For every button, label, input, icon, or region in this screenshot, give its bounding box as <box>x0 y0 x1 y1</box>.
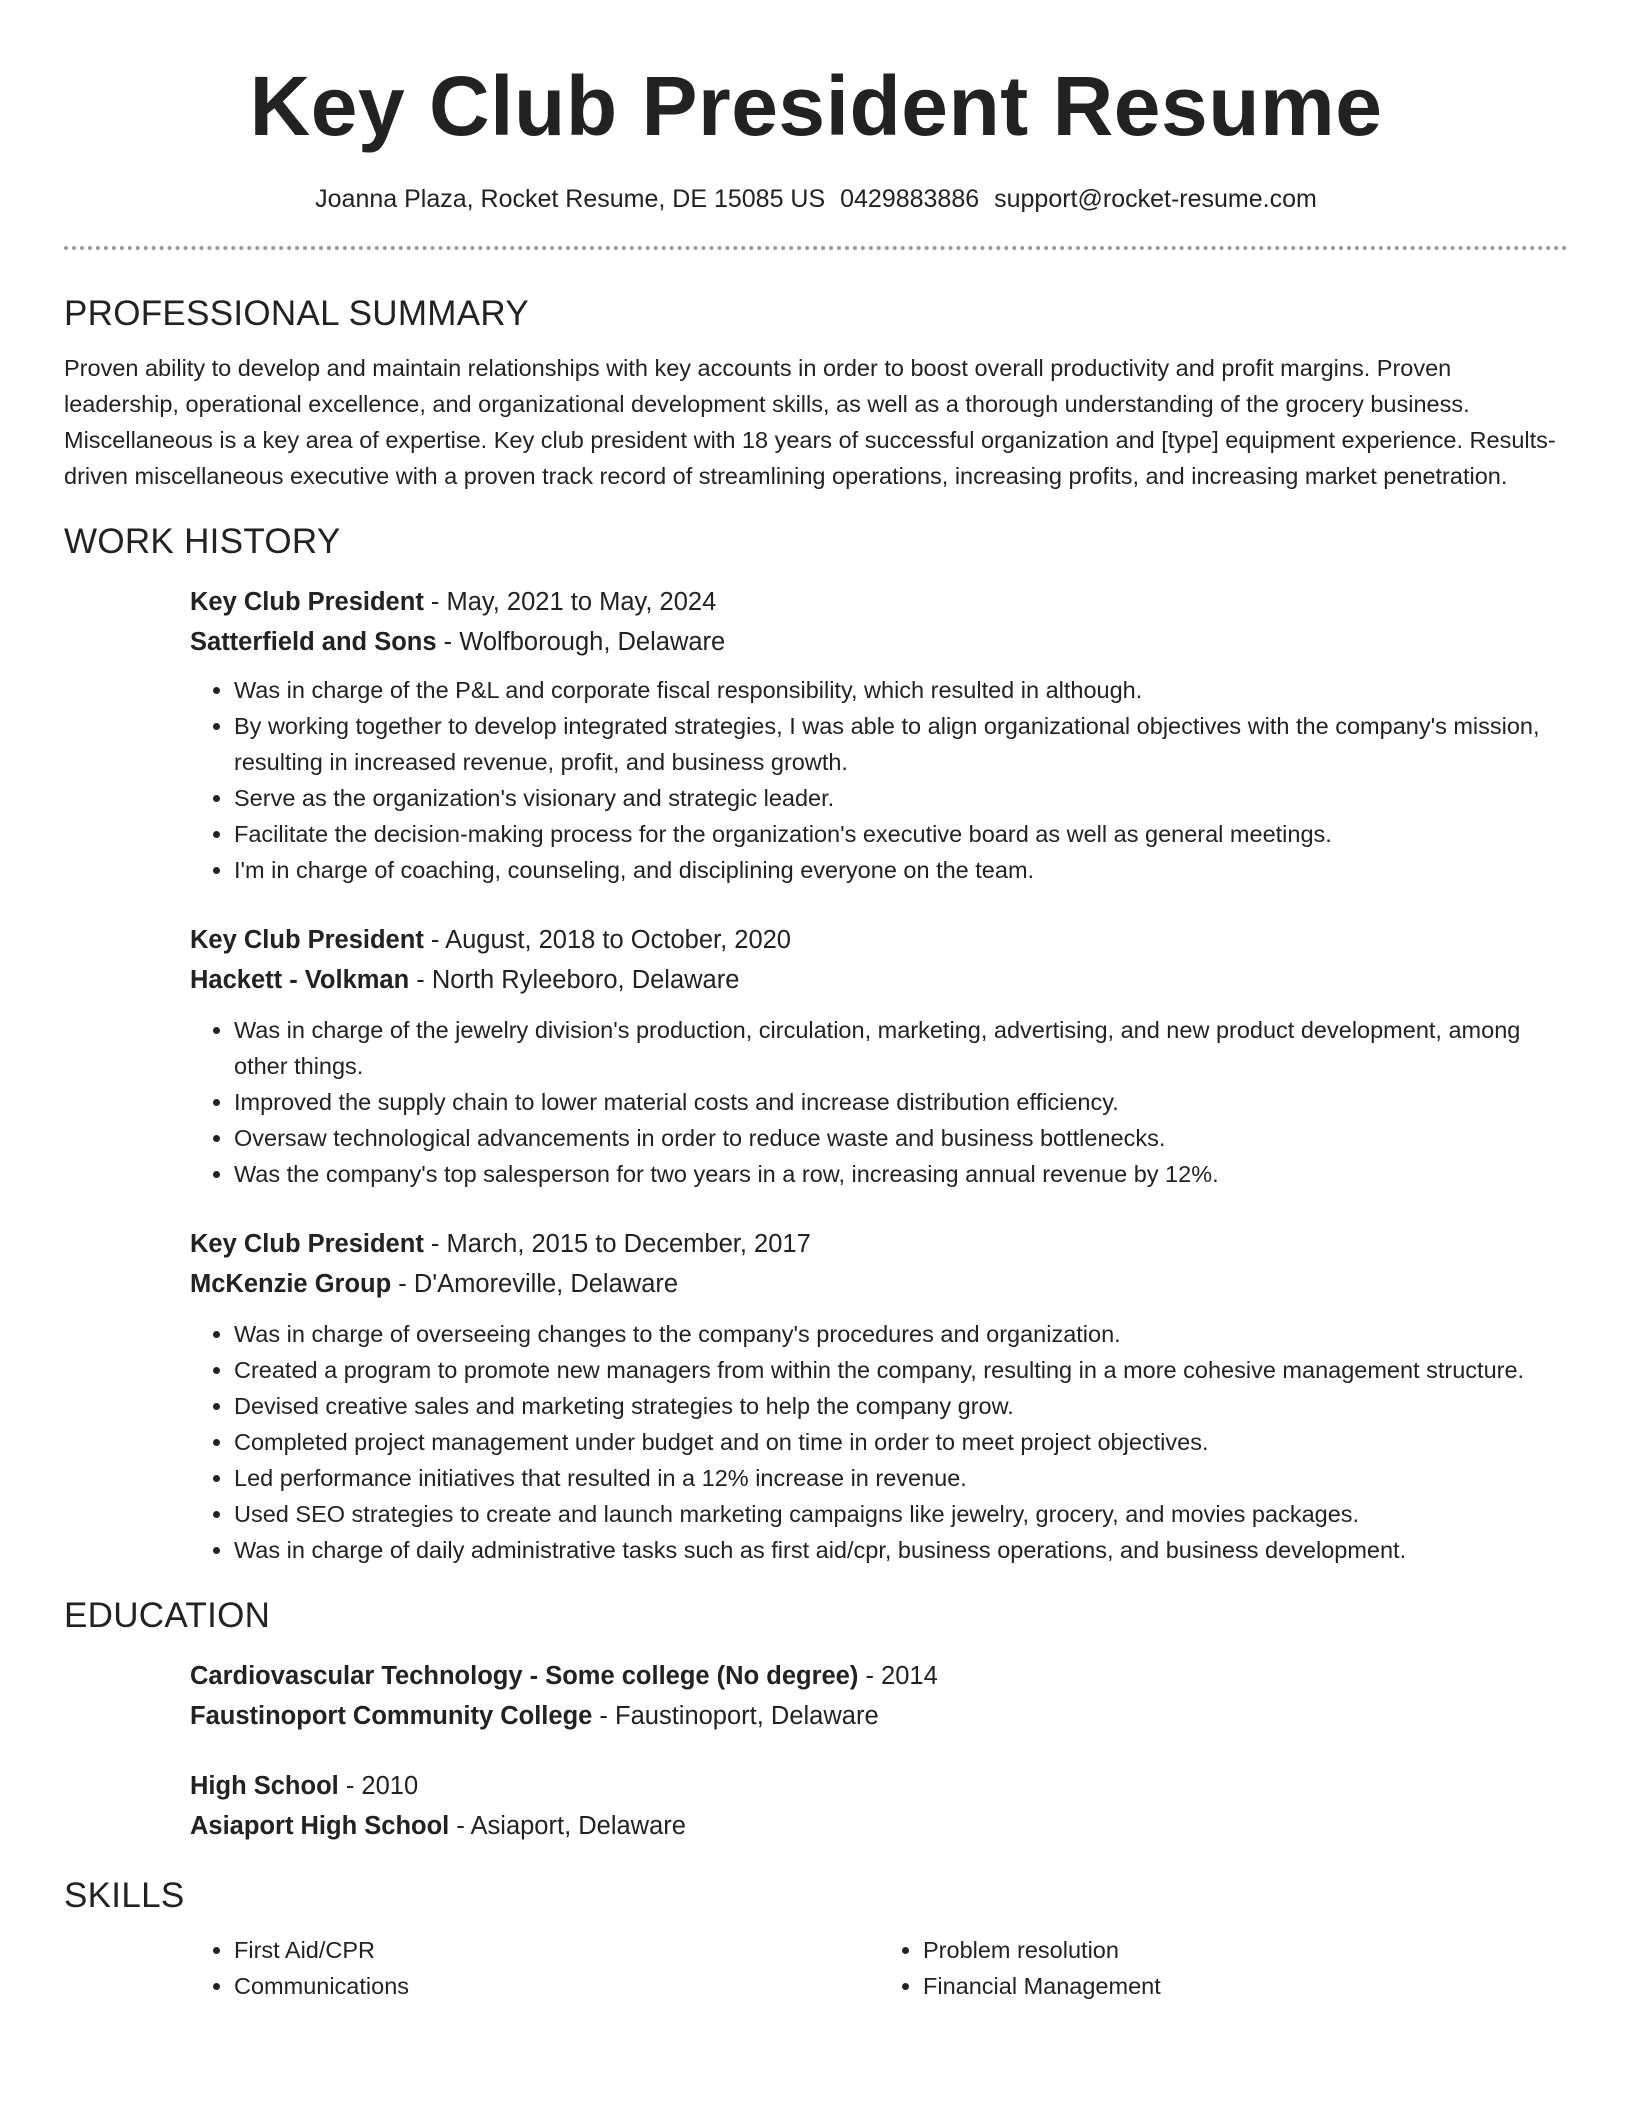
job-bullets <box>190 1012 1568 1192</box>
job-company: Hackett - Volkman <box>190 966 410 994</box>
education-year: - 2010 <box>338 1772 419 1800</box>
list-item: • Used SEO strategies to create and launch marketing campaigns like jewelry, grocery, and movies packages. <box>234 1496 1568 1532</box>
list-item: • Devised creative sales and marketing strategies to help the company grow. <box>234 1388 1568 1424</box>
list-item: • Was in charge of the jewelry division's production, circulation, marketing, advertising, and new product development, among other things. <box>234 1012 1568 1084</box>
skill-item: • Communications <box>234 1968 879 2004</box>
job-location: - North Ryleeboro, Delaware <box>409 966 740 994</box>
education-entry <box>190 1656 1568 1736</box>
list-item: • Led performance initiatives that resulted in a 12% increase in revenue. <box>234 1460 1568 1496</box>
education-year: - 2014 <box>858 1662 938 1690</box>
skills-column-right <box>879 1932 1568 2004</box>
list-item: • Facilitate the decision-making process for the organization's executive board as well as general meetings. <box>234 816 1568 852</box>
list-item: • Improved the supply chain to lower material costs and increase distribution efficiency. <box>234 1084 1568 1120</box>
job-entry <box>190 920 1568 1192</box>
job-entry <box>190 582 1568 888</box>
job-entry <box>190 1224 1568 1568</box>
job-company-line <box>190 1264 1568 1304</box>
list-item: • Was in charge of the P&L and corporate fiscal responsibility, which resulted in although. <box>234 672 1568 708</box>
education-degree: High School <box>190 1772 339 1800</box>
job-company-line <box>190 960 1568 1000</box>
list-item: • Was in charge of overseeing changes to the company's procedures and organization. <box>234 1316 1568 1352</box>
skill-item: • First Aid/CPR <box>234 1932 879 1968</box>
education-school: Asiaport High School <box>190 1812 450 1840</box>
job-location: - Wolfborough, Delaware <box>436 628 726 656</box>
resume-page <box>64 0 1568 2004</box>
list-item: • Was in charge of daily administrative tasks such as first aid/cpr, business operations, and business development. <box>234 1532 1568 1568</box>
job-dates: - August, 2018 to October, 2020 <box>423 926 791 954</box>
list-item: • I'm in charge of coaching, counseling, and disciplining everyone on the team. <box>234 852 1568 888</box>
education-entry <box>190 1766 1568 1846</box>
contact-email[interactable]: support@rocket-resume.com <box>994 185 1317 213</box>
job-dates: - May, 2021 to May, 2024 <box>423 588 717 616</box>
job-bullets <box>190 672 1568 888</box>
education-school-line <box>190 1806 1568 1846</box>
job-location: - D'Amoreville, Delaware <box>391 1270 679 1298</box>
resume-title: Key Club President Resume <box>249 59 1383 153</box>
summary-text: Proven ability to develop and maintain relationships with key accounts in order to boost overall productivity and profit margins. Proven leadership, operational excellence, and organizational development skills, as well as a thorough understanding of the grocery business. Miscellaneous is a key area of expertise. Key club president with 18 years of successful organization and [type] equipment experience. Results-driven miscellaneous executive with a proven track record of streamlining operations, increasing profits, and increasing market penetration. <box>64 355 1556 489</box>
job-title-line <box>190 1224 1568 1264</box>
skills-column-left <box>190 1932 879 2004</box>
job-title-line <box>190 582 1568 622</box>
education-degree-line <box>190 1766 1568 1806</box>
education-degree-line <box>190 1656 1568 1696</box>
header-divider <box>64 246 1568 250</box>
contact-line <box>64 182 1568 216</box>
job-title: Key Club President <box>190 926 424 954</box>
skills-list <box>190 1932 1568 2004</box>
list-item: • By working together to develop integrated strategies, I was able to align organizational objectives with the company's mission, resulting in increased revenue, profit, and business growth. <box>234 708 1568 780</box>
skills-heading: SKILLS <box>64 1876 185 1915</box>
education-location: - Faustinoport, Delaware <box>592 1702 879 1730</box>
job-bullets <box>190 1316 1568 1568</box>
work-history-heading: WORK HISTORY <box>64 522 341 561</box>
education-school-line <box>190 1696 1568 1736</box>
list-item: • Created a program to promote new managers from within the company, resulting in a more cohesive management structure. <box>234 1352 1568 1388</box>
job-dates: - March, 2015 to December, 2017 <box>423 1230 811 1258</box>
contact-address: Joanna Plaza, Rocket Resume, DE 15085 US <box>315 185 826 213</box>
job-title: Key Club President <box>190 588 424 616</box>
job-company: McKenzie Group <box>190 1270 392 1298</box>
list-item: • Oversaw technological advancements in order to reduce waste and business bottlenecks. <box>234 1120 1568 1156</box>
summary-heading: PROFESSIONAL SUMMARY <box>64 294 529 333</box>
education-school: Faustinoport Community College <box>190 1702 593 1730</box>
job-company: Satterfield and Sons <box>190 628 437 656</box>
list-item: • Serve as the organization's visionary and strategic leader. <box>234 780 1568 816</box>
list-item: • Was the company's top salesperson for two years in a row, increasing annual revenue by 12%. <box>234 1156 1568 1192</box>
education-degree: Cardiovascular Technology - Some college (No degree) <box>190 1662 859 1690</box>
contact-phone: 0429883886 <box>840 185 980 213</box>
education-heading: EDUCATION <box>64 1596 271 1635</box>
job-company-line <box>190 622 1568 662</box>
skill-item: • Problem resolution <box>923 1932 1568 1968</box>
job-title: Key Club President <box>190 1230 424 1258</box>
list-item: • Completed project management under budget and on time in order to meet project objectives. <box>234 1424 1568 1460</box>
job-title-line <box>190 920 1568 960</box>
skill-item: • Financial Management <box>923 1968 1568 2004</box>
education-location: - Asiaport, Delaware <box>449 1812 686 1840</box>
